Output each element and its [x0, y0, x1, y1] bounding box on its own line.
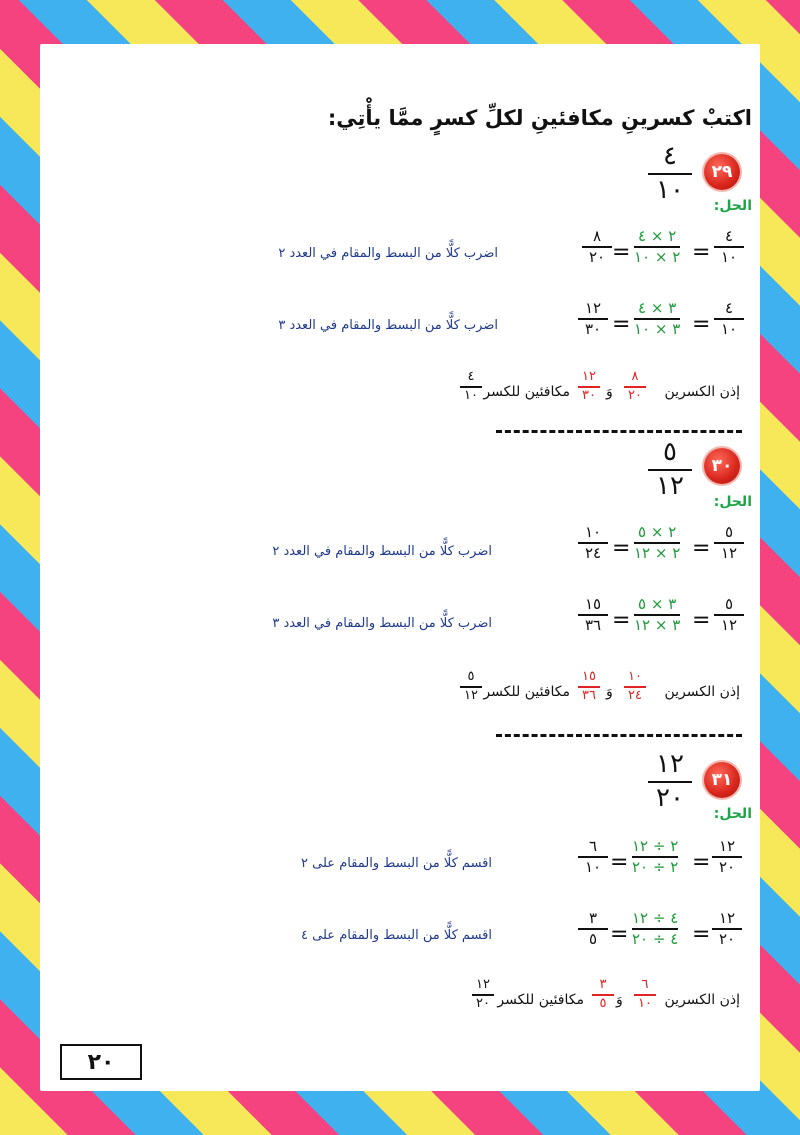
exercise-title: اكتبْ كسرينِ مكافئينِ لكلِّ كسرٍ ممَّا يأْتِي:: [327, 106, 752, 130]
result-fraction: ١٠ ٢٤: [578, 524, 608, 563]
given-fraction: ١٢ ٢٠: [648, 750, 692, 814]
equivalent-fraction-2: ١٥ ٣٦: [578, 670, 600, 704]
problem-number-badge: ٢٩: [704, 154, 740, 190]
original-fraction: ٤ ١٠: [714, 300, 744, 339]
conjunction: وَ: [616, 992, 623, 1008]
conclusion-suffix: مكافئين للكسر: [483, 384, 570, 400]
solution-label: الحل:: [713, 806, 752, 822]
solution-label: الحل:: [713, 198, 752, 214]
equals-sign: =: [692, 850, 711, 875]
page-number: ٢٠: [60, 1044, 142, 1080]
equals-sign: =: [692, 240, 711, 265]
original-fraction: ١٢ ٢٠: [712, 910, 742, 949]
step-note: اقسم كلًّا من البسط والمقام على ٢: [301, 856, 492, 871]
equivalent-fraction-1: ٦ ١٠: [634, 978, 656, 1012]
conclusion-prefix: إذن الكسرين: [664, 384, 740, 400]
equals-sign: =: [612, 608, 631, 633]
equivalent-fraction-2: ١٢ ٣٠: [578, 370, 600, 404]
equals-sign: =: [692, 312, 711, 337]
section-divider: [496, 734, 742, 737]
original-fraction: ١٢ ٢٠: [712, 838, 742, 877]
problem-number-badge: ٣١: [704, 762, 740, 798]
result-fraction: ٣ ٥: [578, 910, 608, 949]
conjunction: وَ: [606, 384, 613, 400]
operation-fraction: ٢ × ٥ ٢ × ١٢: [634, 523, 681, 563]
original-fraction: ٤ ١٠: [460, 370, 482, 404]
step-note: اضرب كلًّا من البسط والمقام في العدد ٢: [278, 246, 498, 261]
result-fraction: ٦ ١٠: [578, 838, 608, 877]
equivalent-fraction-1: ٨ ٢٠: [624, 370, 646, 404]
equals-sign: =: [612, 536, 631, 561]
step-note: اقسم كلًّا من البسط والمقام على ٤: [301, 928, 492, 943]
operation-fraction: ٢ ÷ ١٢ ٢ ÷ ٢٠: [632, 837, 679, 877]
conjunction: وَ: [606, 684, 613, 700]
conclusion-prefix: إذن الكسرين: [664, 684, 740, 700]
problem-number-badge: ٣٠: [704, 448, 740, 484]
original-fraction: ٥ ١٢: [460, 670, 482, 704]
original-fraction: ٤ ١٠: [714, 228, 744, 267]
result-fraction: ١٥ ٣٦: [578, 596, 608, 635]
operation-fraction: ٣ × ٥ ٣ × ١٢: [634, 595, 681, 635]
operation-fraction: ٣ × ٤ ٣ × ١٠: [634, 299, 681, 339]
step-note: اضرب كلًّا من البسط والمقام في العدد ٢: [272, 544, 492, 559]
equals-sign: =: [692, 536, 711, 561]
equals-sign: =: [610, 850, 629, 875]
equals-sign: =: [692, 922, 711, 947]
equivalent-fraction-2: ٣ ٥: [592, 978, 614, 1012]
operation-fraction: ٤ ÷ ١٢ ٤ ÷ ٢٠: [632, 909, 679, 949]
equals-sign: =: [692, 608, 711, 633]
equals-sign: =: [612, 240, 631, 265]
equivalent-fraction-1: ١٠ ٢٤: [624, 670, 646, 704]
conclusion-suffix: مكافئين للكسر: [483, 684, 570, 700]
step-note: اضرب كلًّا من البسط والمقام في العدد ٣: [272, 616, 492, 631]
equals-sign: =: [612, 312, 631, 337]
conclusion-prefix: إذن الكسرين: [664, 992, 740, 1008]
original-fraction: ٥ ١٢: [714, 524, 744, 563]
section-divider: [496, 430, 742, 433]
step-note: اضرب كلًّا من البسط والمقام في العدد ٣: [278, 318, 498, 333]
equals-sign: =: [610, 922, 629, 947]
given-fraction: ٤ ١٠: [648, 142, 692, 206]
original-fraction: ١٢ ٢٠: [472, 978, 494, 1012]
conclusion-suffix: مكافئين للكسر: [497, 992, 584, 1008]
operation-fraction: ٢ × ٤ ٢ × ١٠: [634, 227, 681, 267]
given-fraction: ٥ ١٢: [648, 438, 692, 502]
worksheet-page: [40, 44, 760, 1091]
result-fraction: ٨ ٢٠: [582, 228, 612, 267]
result-fraction: ١٢ ٣٠: [578, 300, 608, 339]
original-fraction: ٥ ١٢: [714, 596, 744, 635]
solution-label: الحل:: [713, 494, 752, 510]
